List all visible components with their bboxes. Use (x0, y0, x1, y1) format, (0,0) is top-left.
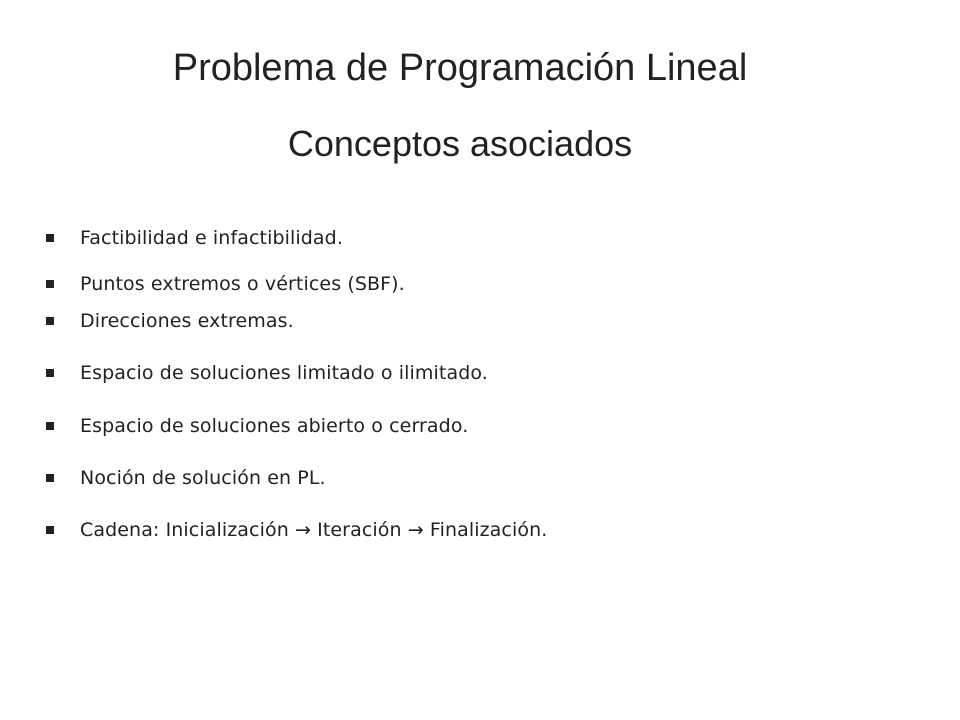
list-item (46, 514, 906, 546)
list-item (46, 222, 906, 254)
square-bullet-icon (46, 526, 54, 534)
square-bullet-icon (46, 234, 54, 242)
bullet-text: Factibilidad e infactibilidad. (80, 227, 343, 249)
square-bullet-icon (46, 369, 54, 377)
bullet-text: Puntos extremos o vértices (SBF). (80, 273, 405, 295)
list-item (46, 268, 906, 300)
bullet-text: Direcciones extremas. (80, 310, 294, 332)
list-item (46, 462, 906, 494)
bullet-text: Noción de solución en PL. (80, 467, 326, 489)
list-item (46, 305, 906, 337)
bullet-text: Espacio de soluciones limitado o ilimitado. (80, 362, 488, 384)
bullet-text: Cadena: Inicialización → Iteración → Finalización. (80, 519, 548, 541)
square-bullet-icon (46, 474, 54, 482)
list-item (46, 410, 906, 442)
list-item (46, 357, 906, 389)
square-bullet-icon (46, 317, 54, 325)
square-bullet-icon (46, 280, 54, 288)
slide-subtitle: Conceptos asociados (287, 123, 633, 164)
square-bullet-icon (46, 422, 54, 430)
bullet-text: Espacio de soluciones abierto o cerrado. (80, 415, 469, 437)
slide-title: Problema de Programación Lineal (172, 47, 748, 89)
